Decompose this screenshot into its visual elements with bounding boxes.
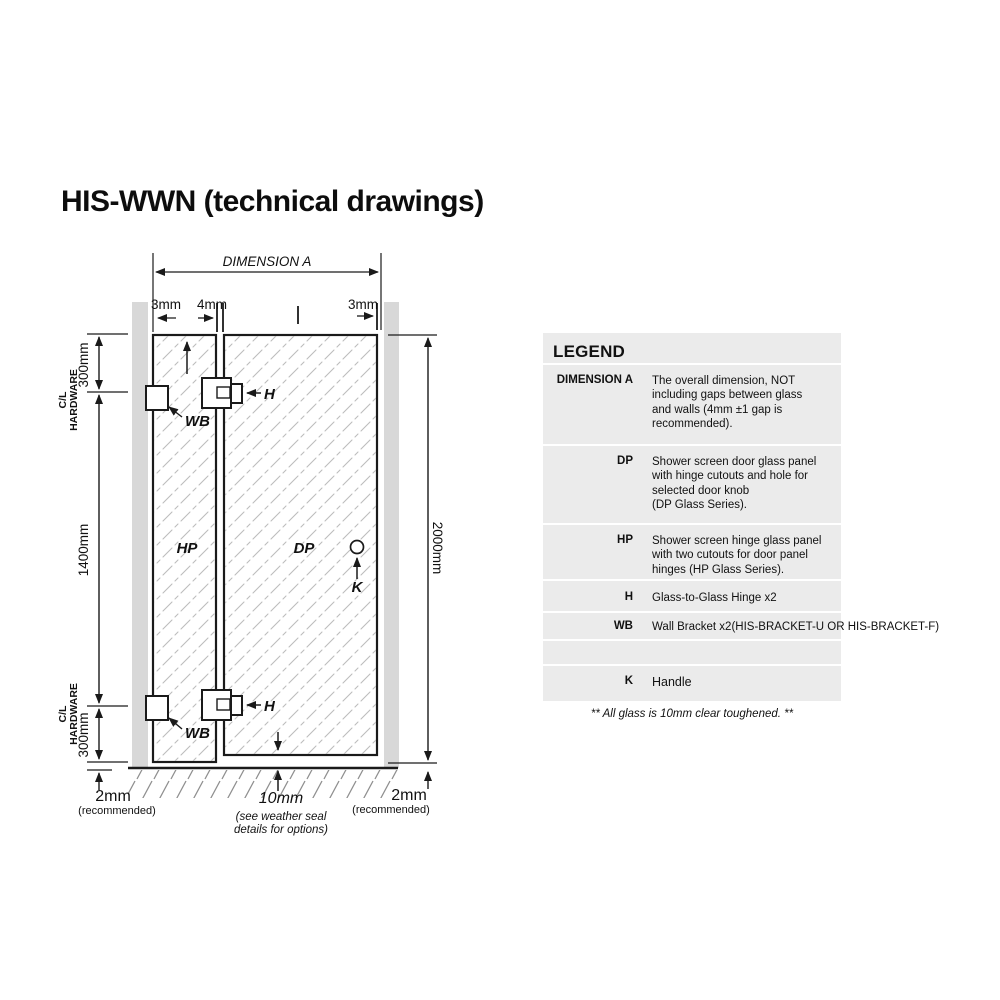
height-2000-label: 2000mm [430, 521, 445, 575]
h-top-label: H [264, 386, 275, 403]
gap-right-label: 3mm [348, 297, 378, 312]
dp-panel-label: DP [293, 540, 315, 557]
legend-table [543, 333, 940, 701]
gap-mid-label: 4mm [197, 297, 227, 312]
legend-desc: Glass-to-Glass Hinge x2 [652, 592, 777, 604]
k-label: K [351, 579, 363, 596]
legend-desc: Wall Bracket x2(HIS-BRACKET-U OR HIS-BRACKET-F) [652, 621, 940, 633]
weather-note-1: (see weather seal [235, 811, 327, 823]
svg-text:C/L: C/L [57, 705, 69, 723]
floor-right-note: (recommended) [352, 804, 430, 816]
legend-row-h [543, 579, 841, 611]
height-300-bottom-label: 300mm [76, 712, 91, 758]
legend-term: K [624, 675, 633, 687]
page-title: HIS-WWN (technical drawings) [61, 185, 484, 218]
legend-desc: The overall dimension, NOT including gaps between glass and walls (4mm ±1 gap is recommended). [652, 375, 803, 431]
svg-text:HARDWARE: HARDWARE [68, 369, 80, 431]
legend-footnote: ** All glass is 10mm clear toughened. ** [590, 708, 794, 720]
legend-row-wb [543, 611, 940, 639]
floor-left-note: (recommended) [78, 805, 156, 817]
legend-header: LEGEND [553, 342, 626, 361]
legend-term: HP [617, 534, 633, 546]
technical-drawing [0, 0, 540, 870]
legend-desc: Handle [652, 675, 692, 689]
floor-mid-value: 10mm [258, 790, 304, 807]
legend-row-dimension-a [543, 363, 841, 444]
floor-right-value: 2mm [391, 787, 427, 804]
wb-top-label: WB [185, 413, 210, 430]
legend-row-hp [543, 523, 841, 579]
legend-row-k [543, 664, 841, 701]
cl-hardware-top-label [57, 369, 80, 431]
legend-term: DP [617, 455, 633, 467]
dimension-a-label: DIMENSION A [222, 254, 312, 269]
gap-left-label: 3mm [151, 297, 181, 312]
height-1400-label: 1400mm [76, 523, 91, 577]
floor-left-value: 2mm [95, 788, 131, 805]
legend-desc: Shower screen hinge glass panel with two cutouts for door panel hinges (HP Glass Series). [652, 535, 822, 576]
cl-hardware-bottom-label [57, 683, 80, 745]
legend-row-empty [543, 639, 841, 664]
weather-note-2: details for options) [234, 824, 328, 836]
height-300-top-label: 300mm [76, 342, 91, 388]
top-gap-dims [158, 303, 377, 332]
legend-term: WB [613, 620, 633, 632]
legend-term: DIMENSION A [556, 374, 633, 386]
right-wall [384, 302, 399, 768]
svg-text:C/L: C/L [57, 391, 69, 409]
left-dim-chain [87, 334, 128, 790]
hp-panel-label: HP [176, 540, 198, 557]
legend-term: H [624, 591, 633, 603]
legend-desc: Shower screen door glass panel with hinge cutouts and hole for selected door knob (DP Glass Series). [652, 456, 817, 512]
svg-text:HARDWARE: HARDWARE [68, 683, 80, 745]
legend-row-dp [543, 444, 841, 523]
wb-bottom-label: WB [185, 725, 210, 742]
h-bottom-label: H [264, 698, 275, 715]
